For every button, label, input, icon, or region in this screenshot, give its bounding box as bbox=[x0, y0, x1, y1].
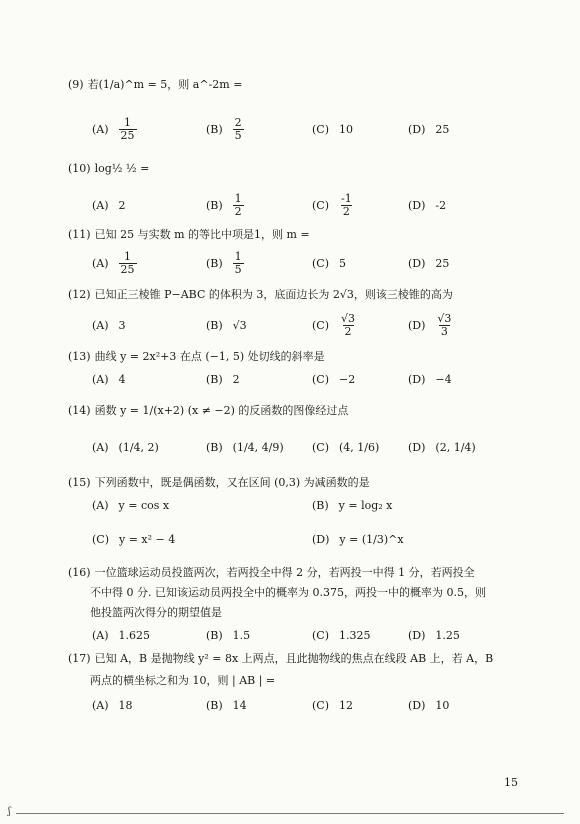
option-c: (C) 1.325 bbox=[312, 628, 371, 642]
option-a: (A) 1.625 bbox=[92, 628, 151, 642]
question-11-options bbox=[0, 248, 580, 278]
page-number: 15 bbox=[504, 776, 518, 789]
option-c: (C) $\frac{-1}{2}$ bbox=[312, 191, 352, 218]
option-a: (A) (1/4, 2) bbox=[92, 440, 159, 454]
option-d: (D) 10 bbox=[408, 698, 450, 712]
option-c: (C) 10 bbox=[312, 122, 353, 136]
footer-divider bbox=[16, 813, 564, 814]
question-16-options bbox=[0, 620, 580, 650]
option-d: (D) y = (1/3)^x bbox=[312, 532, 404, 546]
option-d: (D) (2, 1/4) bbox=[408, 440, 476, 454]
option-d: (D) 25 bbox=[408, 122, 450, 136]
option-a: (A) 18 bbox=[92, 698, 133, 712]
option-d: (D) 25 bbox=[408, 256, 450, 270]
question-9-stem: (9) 若(1/a)^m = 5，则 a^-2m = bbox=[68, 78, 243, 91]
option-c: (C) $\frac{√3}{2}$ bbox=[312, 311, 356, 338]
option-b: (B) 2 bbox=[206, 372, 240, 386]
option-b: (B) 1.5 bbox=[206, 628, 251, 642]
question-12-options bbox=[0, 310, 580, 340]
scan-mark-icon: ʃ bbox=[8, 806, 11, 817]
question-11-stem: (11) 已知 25 与实数 m 的等比中项是1，则 m = bbox=[68, 228, 310, 241]
option-a: (A) y = cos x bbox=[92, 498, 170, 512]
question-14-stem: (14) 函数 y = 1/(x+2) (x ≠ −2) 的反函数的图像经过点 bbox=[68, 404, 349, 417]
option-a: (A) 4 bbox=[92, 372, 126, 386]
question-10-stem: (10) log½ ½ = bbox=[68, 162, 150, 175]
option-d: (D) -2 bbox=[408, 198, 447, 212]
option-a: (A) $\frac{1}{25}$ bbox=[92, 249, 135, 276]
option-b: (B) y = log₂ x bbox=[312, 498, 393, 512]
option-b: (B) 14 bbox=[206, 698, 247, 712]
option-c: (C) 12 bbox=[312, 698, 353, 712]
option-d: (D) $\frac{√3}{3}$ bbox=[408, 311, 452, 338]
question-15-stem: (15) 下列函数中，既是偶函数，又在区间 (0,3) 为减函数的是 bbox=[68, 476, 370, 489]
option-a: (A) 3 bbox=[92, 318, 126, 332]
option-b: (B) $\frac{1}{2}$ bbox=[206, 191, 242, 218]
question-15-options-row1 bbox=[0, 490, 580, 520]
option-b: (B) (1/4, 4/9) bbox=[206, 440, 284, 454]
question-17-stem: (17) 已知 A，B 是抛物线 y² = 8x 上两点，且此抛物线的焦点在线段 AB 上，若 A，B bbox=[68, 652, 494, 665]
option-c: (C) y = x² − 4 bbox=[92, 532, 176, 546]
question-17-cont-1: 两点的横坐标之和为 10，则 | AB | = bbox=[90, 674, 276, 687]
option-b: (B) √3 bbox=[206, 318, 247, 332]
question-16-cont-2: 他投篮两次得分的期望值是 bbox=[90, 606, 222, 619]
option-d: (D) −4 bbox=[408, 372, 452, 386]
question-16-stem: (16) 一位篮球运动员投篮两次，若两投全中得 2 分，若两投一中得 1 分，若两投全 bbox=[68, 566, 475, 579]
question-9-options bbox=[0, 114, 580, 144]
option-c: (C) −2 bbox=[312, 372, 356, 386]
question-10-options bbox=[0, 190, 580, 220]
question-12-stem: (12) 已知正三棱锥 P−ABC 的体积为 3，底面边长为 2√3，则该三棱锥的高为 bbox=[68, 288, 453, 301]
option-b: (B) $\frac{2}{5}$ bbox=[206, 115, 242, 142]
option-d: (D) 1.25 bbox=[408, 628, 460, 642]
option-b: (B) $\frac{1}{5}$ bbox=[206, 249, 242, 276]
question-15-options-row2 bbox=[0, 524, 580, 554]
option-a: (A) $\frac{1}{25}$ bbox=[92, 115, 135, 142]
option-a: (A) 2 bbox=[92, 198, 126, 212]
option-c: (C) (4, 1/6) bbox=[312, 440, 380, 454]
question-14-options bbox=[0, 432, 580, 462]
option-c: (C) 5 bbox=[312, 256, 346, 270]
question-17-options bbox=[0, 690, 580, 720]
question-13-stem: (13) 曲线 y = 2x²+3 在点 (−1, 5) 处切线的斜率是 bbox=[68, 350, 325, 363]
question-16-cont-1: 不中得 0 分. 已知该运动员两投全中的概率为 0.375，两投一中的概率为 0.5，则 bbox=[90, 586, 486, 599]
question-13-options bbox=[0, 364, 580, 394]
